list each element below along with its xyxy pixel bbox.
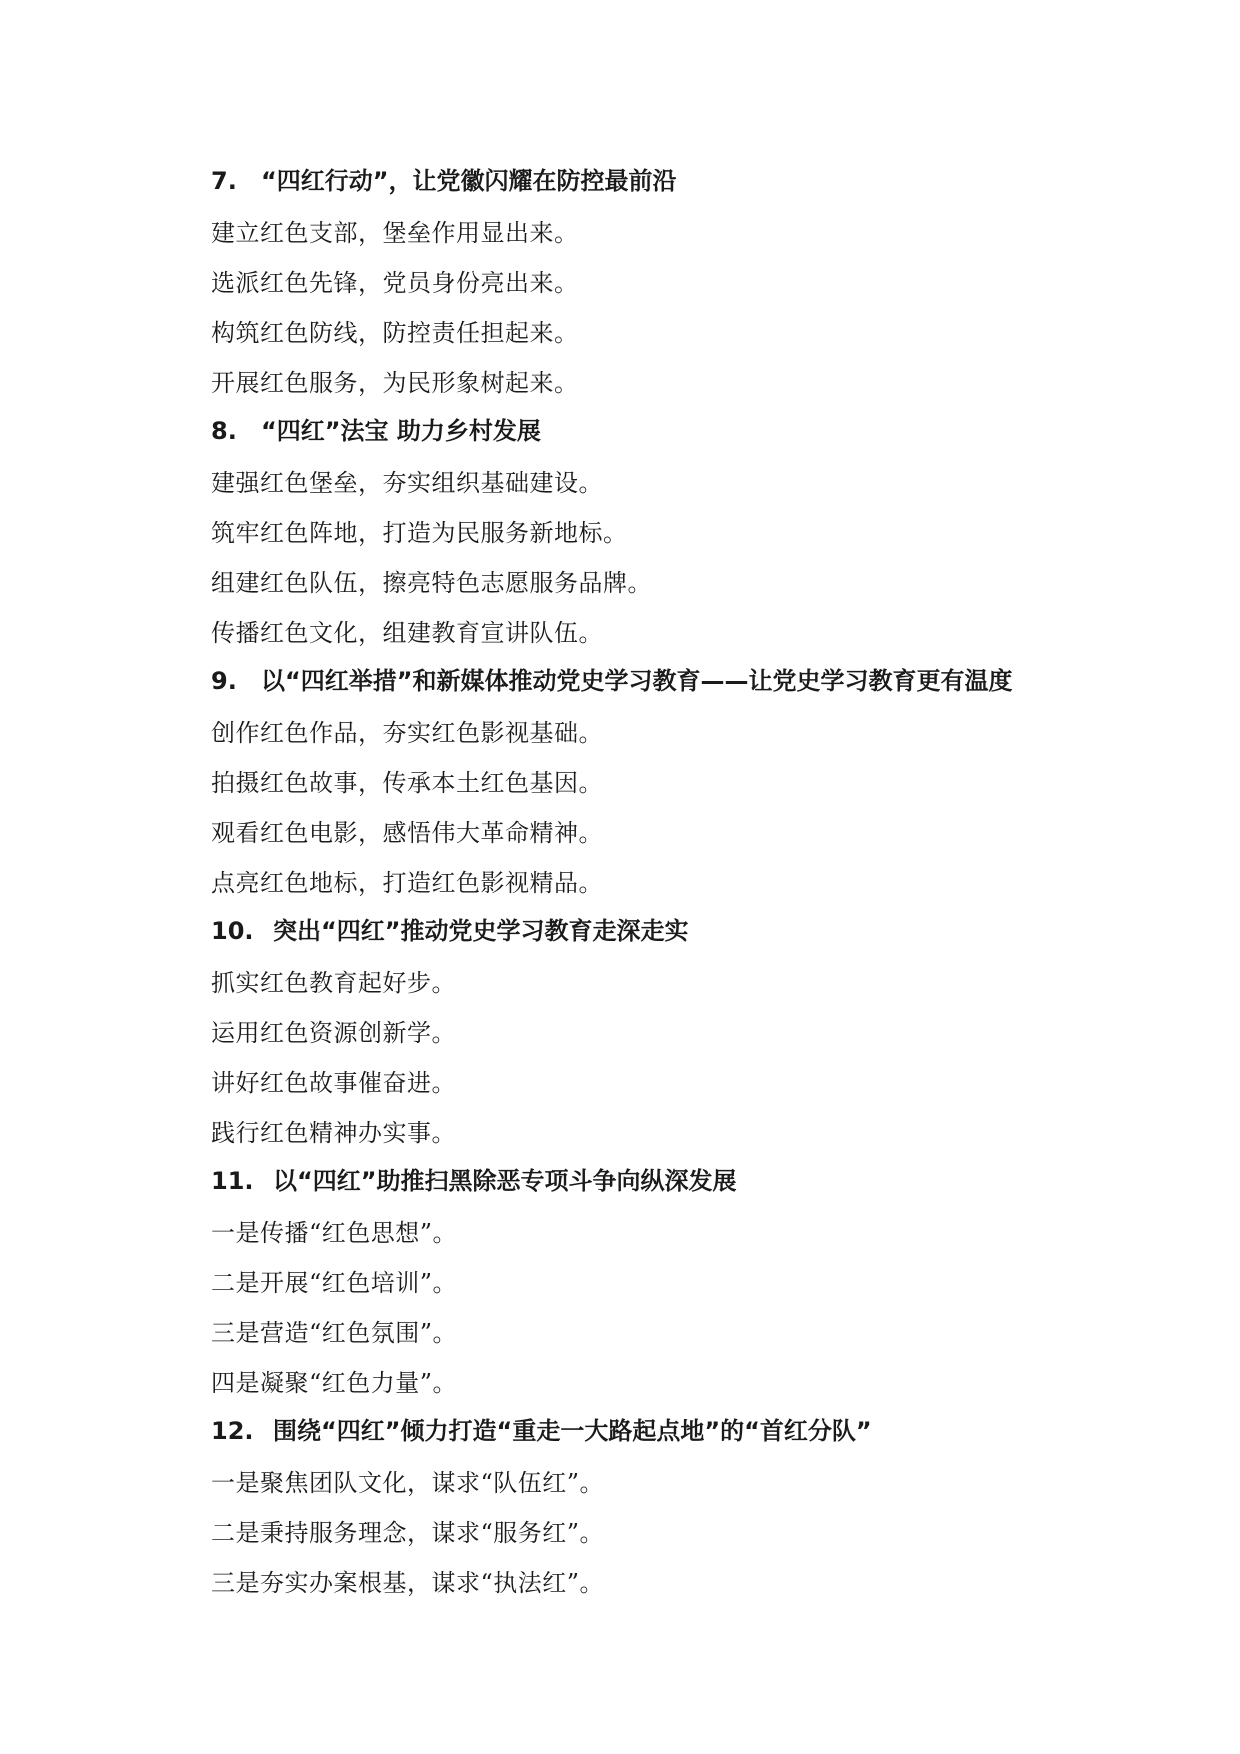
section-title: “四红”法宝 助力乡村发展 xyxy=(261,417,541,445)
section-heading xyxy=(211,158,1171,208)
list-item: 一是聚焦团队文化，谋求“队伍红”。 xyxy=(211,1469,605,1497)
list-item: 二是秉持服务理念，谋求“服务红”。 xyxy=(211,1519,605,1547)
list-item: 拍摄红色故事，传承本土红色基因。 xyxy=(211,769,603,797)
section-title: 以“四红”助推扫黑除恶专项斗争向纵深发展 xyxy=(273,1167,737,1195)
list-item: 构筑红色防线，防控责任担起来。 xyxy=(211,319,579,347)
section-number: 9. xyxy=(211,667,237,695)
list-item: 创作红色作品，夯实红色影视基础。 xyxy=(211,719,603,747)
list-item: 建强红色堡垒，夯实组织基础建设。 xyxy=(211,469,603,497)
list-item: 组建红色队伍，擦亮特色志愿服务品牌。 xyxy=(211,569,652,597)
section-number: 8. xyxy=(211,417,237,445)
section-8 xyxy=(211,408,1171,658)
section-heading xyxy=(211,1158,1171,1208)
section-heading xyxy=(211,1408,1171,1458)
section-title: 以“四红举措”和新媒体推动党史学习教育——让党史学习教育更有温度 xyxy=(261,667,1013,695)
list-item: 观看红色电影，感悟伟大革命精神。 xyxy=(211,819,603,847)
list-item: 二是开展“红色培训”。 xyxy=(211,1269,458,1297)
section-title: “四红行动”，让党徽闪耀在防控最前沿 xyxy=(261,167,677,195)
document-page xyxy=(211,158,1171,1608)
list-item: 三是营造“红色氛围”。 xyxy=(211,1319,458,1347)
list-item: 传播红色文化，组建教育宣讲队伍。 xyxy=(211,619,603,647)
section-heading xyxy=(211,658,1171,708)
section-title: 突出“四红”推动党史学习教育走深走实 xyxy=(273,917,689,945)
section-10 xyxy=(211,908,1171,1158)
list-item: 四是凝聚“红色力量”。 xyxy=(211,1369,458,1397)
list-item: 讲好红色故事催奋进。 xyxy=(211,1069,456,1097)
section-heading xyxy=(211,908,1171,958)
list-item: 践行红色精神办实事。 xyxy=(211,1119,456,1147)
list-item: 抓实红色教育起好步。 xyxy=(211,969,456,997)
section-11 xyxy=(211,1158,1171,1408)
section-number: 7. xyxy=(211,167,237,195)
section-7 xyxy=(211,158,1171,408)
section-12 xyxy=(211,1408,1171,1608)
list-item: 选派红色先锋，党员身份亮出来。 xyxy=(211,269,579,297)
list-item: 一是传播“红色思想”。 xyxy=(211,1219,458,1247)
section-number: 11. xyxy=(211,1167,254,1195)
section-number: 10. xyxy=(211,917,254,945)
list-item: 筑牢红色阵地，打造为民服务新地标。 xyxy=(211,519,628,547)
list-item: 点亮红色地标，打造红色影视精品。 xyxy=(211,869,603,897)
section-heading xyxy=(211,408,1171,458)
list-item: 开展红色服务，为民形象树起来。 xyxy=(211,369,579,397)
section-number: 12. xyxy=(211,1417,254,1445)
section-title: 围绕“四红”倾力打造“重走一大路起点地”的“首红分队” xyxy=(273,1417,872,1445)
list-item: 建立红色支部，堡垒作用显出来。 xyxy=(211,219,579,247)
list-item: 运用红色资源创新学。 xyxy=(211,1019,456,1047)
section-9 xyxy=(211,658,1171,908)
list-item: 三是夯实办案根基，谋求“执法红”。 xyxy=(211,1569,605,1597)
